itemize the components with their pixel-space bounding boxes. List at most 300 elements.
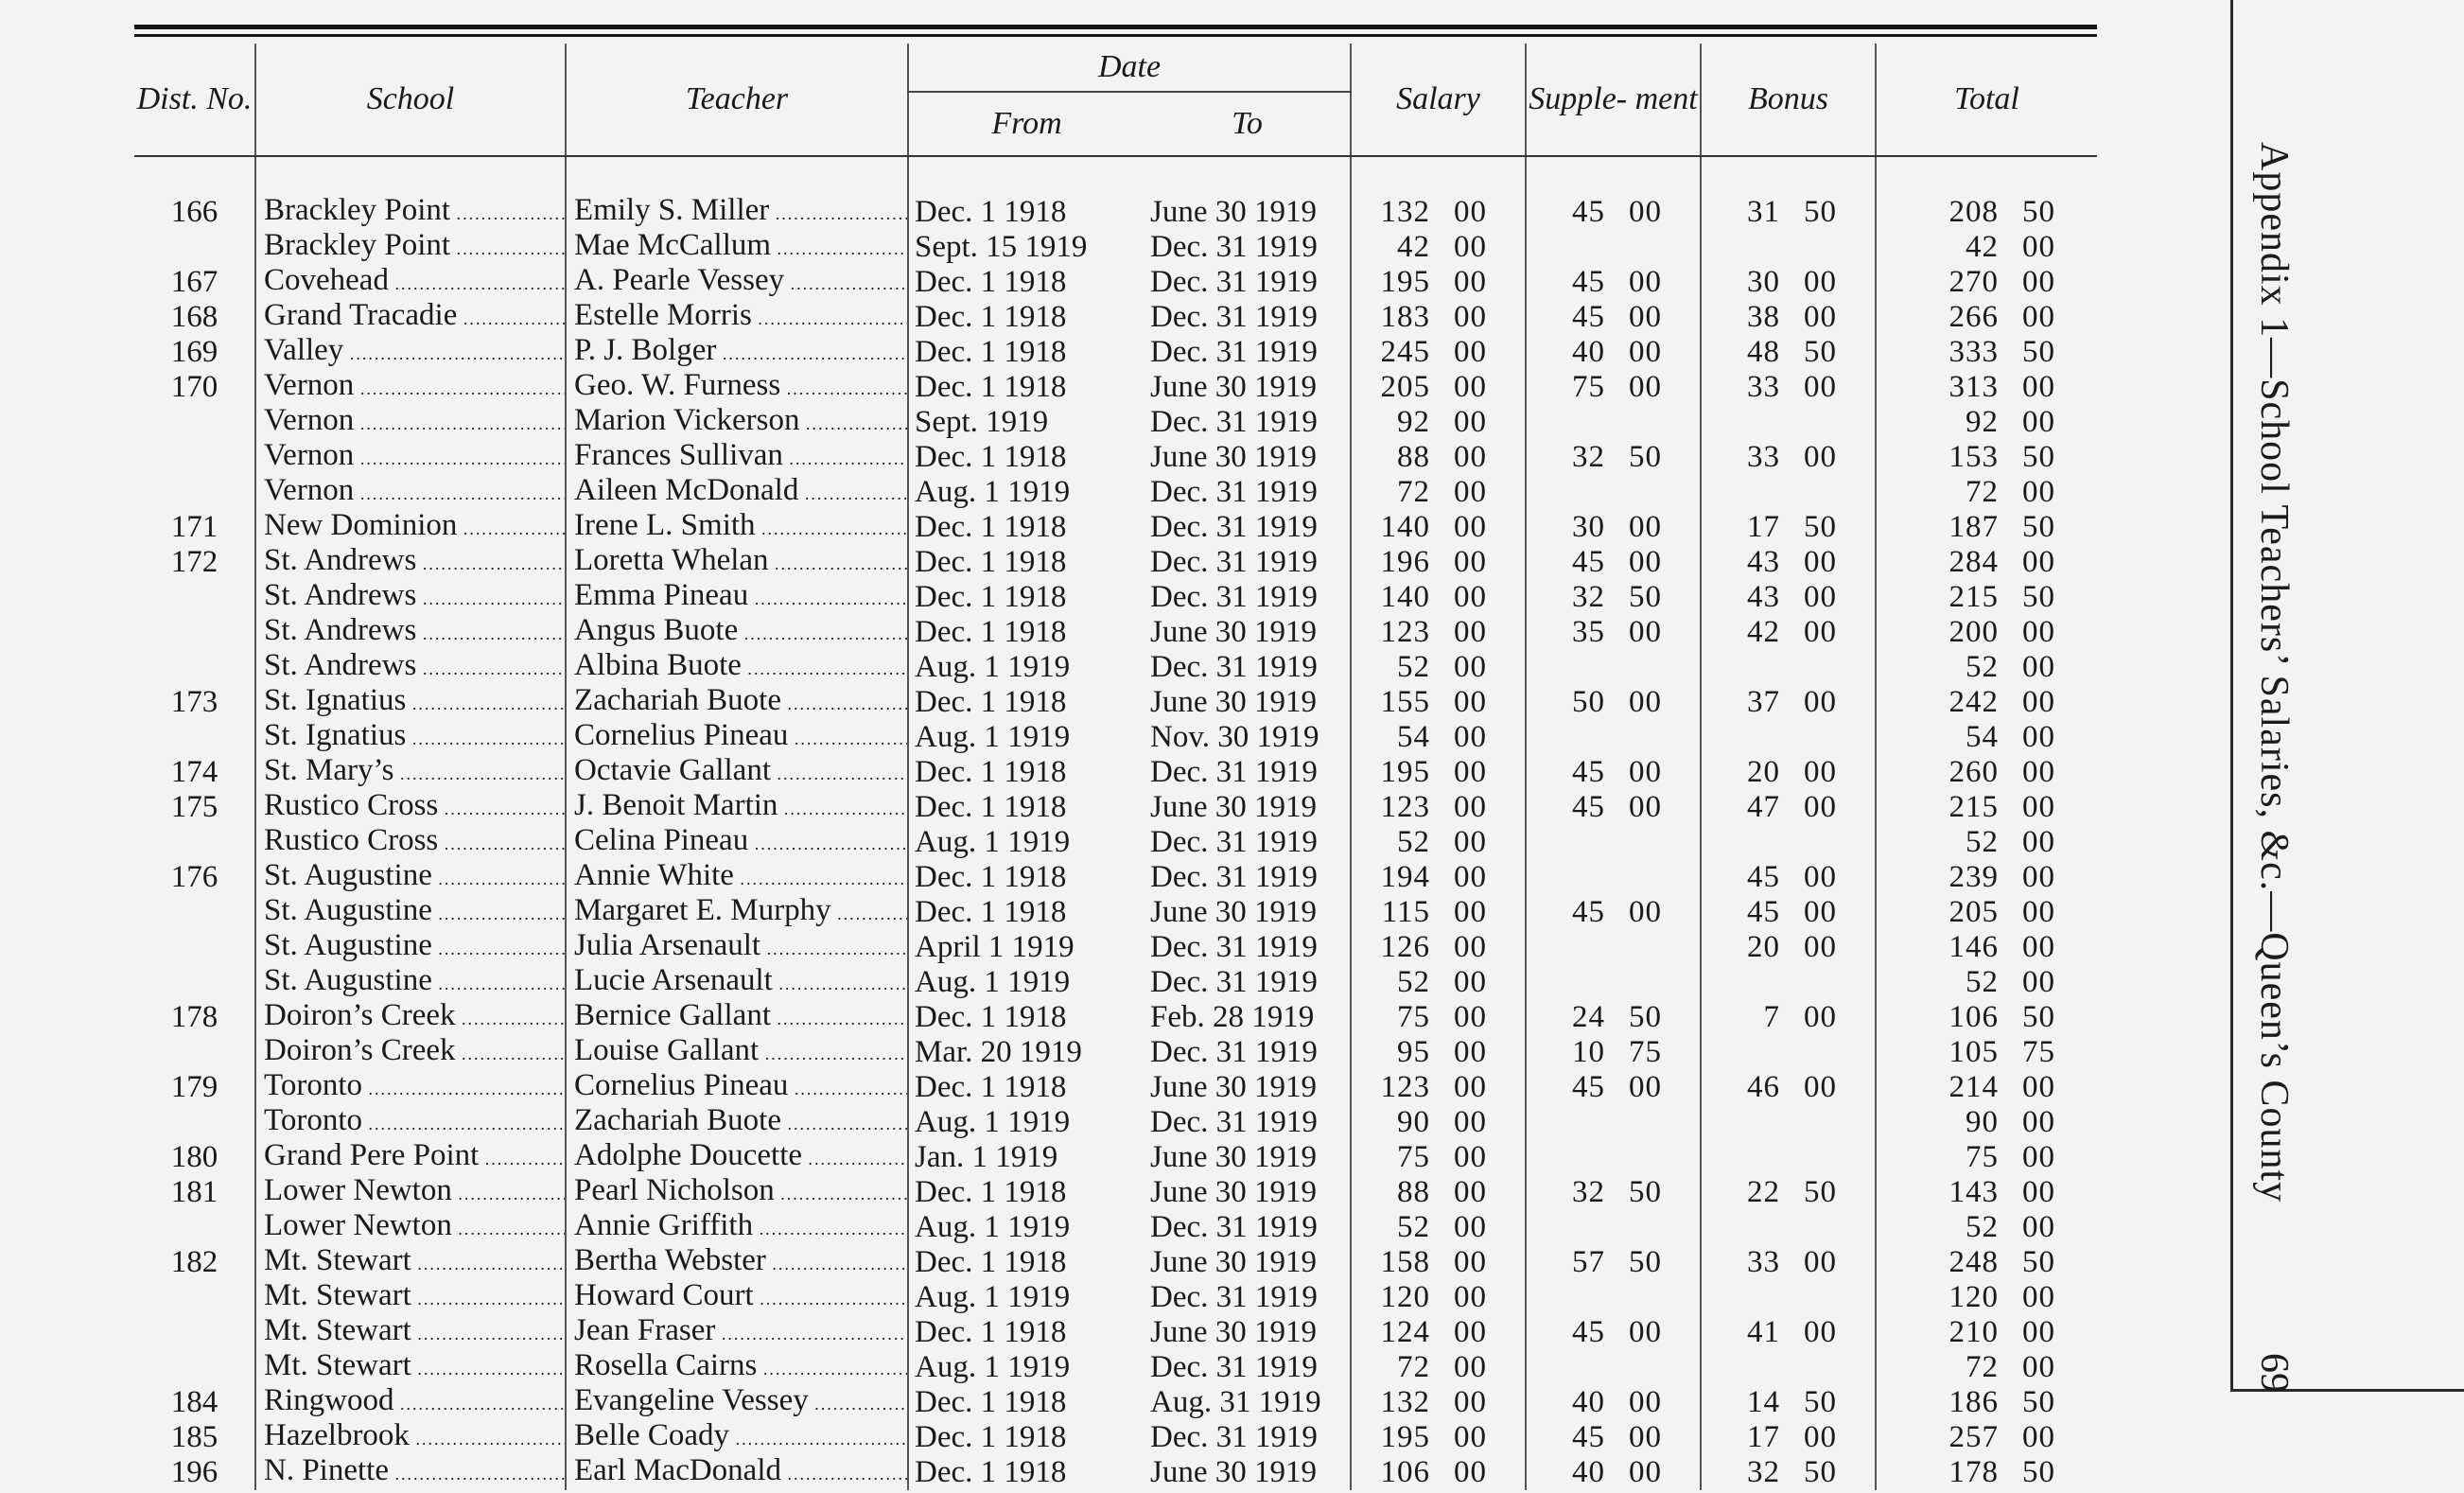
table-row [134,895,2097,930]
table-row [134,1455,2097,1490]
total-cell-cents: 00 [2022,1350,2055,1384]
total-cell-dollars: 75 [1966,1140,1999,1174]
date-from-cell: Dec. 1 1918 [908,580,1145,615]
supplement-cell-cents: 00 [1629,790,1662,824]
date-from-cell: April 1 1919 [908,930,1145,965]
total-cell [1876,860,2097,895]
table-row [134,1420,2097,1455]
total-cell [1876,440,2097,475]
supplement-cell [1526,1455,1701,1490]
table-row [134,615,2097,650]
bonus-cell-dollars: 7 [1763,1000,1780,1034]
salary-cell-dollars: 195 [1380,1420,1430,1454]
total-cell [1876,265,2097,300]
table-row [134,720,2097,755]
top-rule-thin [134,34,2097,37]
bonus-cell [1701,1385,1876,1420]
total-cell [1876,755,2097,790]
teacher-cell [566,580,908,615]
salary-cell-dollars: 92 [1397,405,1430,439]
salary-cell-dollars: 72 [1397,1350,1430,1384]
school-cell-text: St. Andrews ..... [264,650,565,685]
dist-no-cell [134,965,255,1000]
page-number: 69 [2252,1353,2296,1393]
total-cell-cents: 00 [2022,475,2055,509]
bonus-cell-cents: 00 [1804,790,1837,824]
salary-cell-cents: 00 [1454,545,1487,579]
school-cell [255,1455,566,1490]
school-cell-text: Doiron’s Creek ..... [264,1000,565,1035]
school-cell [255,1070,566,1105]
date-to-cell: June 30 1919 [1150,615,1317,649]
table-row [134,1000,2097,1035]
bonus-cell-dollars: 14 [1747,1385,1780,1419]
bonus-cell-cents: 00 [1804,685,1837,719]
date-from-cell: Dec. 1 1918 [908,860,1145,895]
supplement-cell [1526,825,1701,860]
bonus-cell [1701,1455,1876,1490]
teacher-cell [566,1385,908,1420]
bonus-cell-cents: 00 [1804,440,1837,474]
salary-cell [1351,300,1526,335]
header-dist: Dist. No. [134,44,255,156]
dist-no-cell [134,580,255,615]
supplement-cell-dollars: 45 [1572,300,1605,334]
dist-no-cell: 178 [170,1000,218,1034]
bonus-cell-dollars: 37 [1747,685,1780,719]
salary-cell-cents: 00 [1454,580,1487,614]
teacher-cell-text: Octavie Gallant ..... [574,755,907,790]
bonus-cell-cents: 00 [1804,1420,1837,1454]
school-cell-text: Rustico Cross ..... [264,825,565,860]
salary-cell-dollars: 90 [1397,1105,1430,1139]
teacher-cell [566,475,908,510]
salary-cell-dollars: 95 [1397,1035,1430,1069]
supplement-cell-dollars: 32 [1572,580,1605,614]
date-to-cell: June 30 1919 [1150,1140,1317,1174]
header-total: Total [1876,44,2097,156]
dist-no-cell [134,1350,255,1385]
supplement-cell [1526,1385,1701,1420]
supplement-cell-dollars: 75 [1572,370,1605,404]
salary-cell-cents: 00 [1454,265,1487,299]
teacher-cell-text: Adolphe Doucette ..... [574,1140,907,1175]
date-from-cell: Dec. 1 1918 [908,755,1145,790]
salary-cell-dollars: 123 [1380,1070,1430,1104]
school-cell [255,300,566,335]
table-row [134,300,2097,335]
supplement-cell [1526,545,1701,580]
date-from-cell: Aug. 1 1919 [908,965,1145,1000]
date-from-cell: Dec. 1 1918 [908,335,1145,370]
dist-no-cell: 174 [170,755,218,789]
total-cell-cents: 50 [2022,1000,2055,1034]
salary-cell [1351,1175,1526,1210]
table-row [134,230,2097,265]
supplement-cell-dollars: 35 [1572,615,1605,649]
supplement-cell-cents: 50 [1629,1245,1662,1279]
table-row [134,335,2097,370]
salary-cell-cents: 00 [1454,335,1487,369]
dist-no-cell [134,475,255,510]
supplement-cell [1526,1210,1701,1245]
bonus-cell-dollars: 41 [1747,1315,1780,1349]
teacher-cell-text: Pearl Nicholson ..... [574,1175,907,1210]
header-from: From [908,92,1145,156]
bonus-cell [1701,895,1876,930]
salary-cell [1351,335,1526,370]
salary-cell-dollars: 245 [1380,335,1430,369]
date-to-cell: June 30 1919 [1150,195,1317,229]
salary-cell [1351,195,1526,230]
teacher-cell [566,895,908,930]
bonus-cell [1701,720,1876,755]
teacher-cell-text: Howard Court ..... [574,1280,907,1315]
salary-cell [1351,1420,1526,1455]
salary-cell-cents: 00 [1454,475,1487,509]
teacher-cell-text: Julia Arsenault ..... [574,930,907,965]
supplement-cell [1526,300,1701,335]
teacher-cell-text: Estelle Morris ..... [574,300,907,335]
total-cell-cents: 50 [2022,335,2055,369]
school-cell-text: Hazelbrook ..... [264,1420,565,1455]
teacher-cell [566,300,908,335]
date-to-cell: Dec. 31 1919 [1150,230,1318,264]
school-cell-text: Covehead ..... [264,265,565,300]
school-cell [255,930,566,965]
total-cell [1876,1420,2097,1455]
teacher-cell-text: Celina Pineau ..... [574,825,907,860]
date-to-cell: June 30 1919 [1150,370,1317,404]
date-to-cell: June 30 1919 [1150,895,1317,929]
teacher-cell-text: Zachariah Buote ..... [574,1105,907,1140]
teacher-cell-text: Zachariah Buote ..... [574,685,907,720]
school-cell-text: Toronto ..... [264,1105,565,1140]
date-to-cell: Dec. 31 1919 [1150,860,1318,894]
dist-no-cell [134,650,255,685]
salary-cell [1351,685,1526,720]
salary-cell-cents: 00 [1454,1385,1487,1419]
salary-cell [1351,720,1526,755]
salary-cell-dollars: 124 [1380,1315,1430,1349]
dist-no-cell [134,1035,255,1070]
table-row [134,965,2097,1000]
total-cell [1876,720,2097,755]
total-cell [1876,790,2097,825]
salary-cell-cents: 00 [1454,720,1487,754]
salary-cell-cents: 00 [1454,405,1487,439]
total-cell-dollars: 106 [1948,1000,1999,1034]
salary-cell-dollars: 183 [1380,300,1430,334]
total-cell-dollars: 120 [1948,1280,1999,1314]
total-cell-cents: 00 [2022,615,2055,649]
bonus-cell-cents: 00 [1804,615,1837,649]
bonus-cell [1701,1175,1876,1210]
total-cell-dollars: 215 [1948,580,1999,614]
total-cell-cents: 00 [2022,370,2055,404]
salary-cell-cents: 00 [1454,1035,1487,1069]
supplement-cell-cents: 00 [1629,300,1662,334]
supplement-cell-dollars: 50 [1572,685,1605,719]
date-from-cell: Dec. 1 1918 [908,1175,1145,1210]
total-cell [1876,685,2097,720]
supplement-cell-dollars: 45 [1572,895,1605,929]
supplement-cell-cents: 50 [1629,1175,1662,1209]
salary-cell-cents: 00 [1454,615,1487,649]
date-to-cell: Dec. 31 1919 [1150,930,1318,964]
bonus-cell [1701,1420,1876,1455]
teacher-cell [566,1280,908,1315]
table-row [134,1140,2097,1175]
total-cell [1876,230,2097,265]
dist-no-cell: 184 [170,1385,218,1419]
bonus-cell [1701,1035,1876,1070]
total-cell-cents: 00 [2022,720,2055,754]
total-cell-cents: 00 [2022,545,2055,579]
teacher-cell-text: Frances Sullivan ..... [574,440,907,475]
total-cell-dollars: 239 [1948,860,1999,894]
bonus-cell [1701,965,1876,1000]
total-cell-dollars: 214 [1948,1070,1999,1104]
teacher-cell-text: Marion Vickerson ..... [574,405,907,440]
total-cell [1876,1315,2097,1350]
date-to-cell: Dec. 31 1919 [1150,1035,1318,1069]
table-row [134,370,2097,405]
total-cell-dollars: 72 [1966,1350,1999,1384]
dist-no-cell [134,895,255,930]
school-cell [255,860,566,895]
school-cell [255,405,566,440]
salary-cell-dollars: 72 [1397,475,1430,509]
bonus-cell [1701,510,1876,545]
salary-cell-cents: 00 [1454,510,1487,544]
salary-cell-dollars: 52 [1397,1210,1430,1244]
teacher-cell [566,1000,908,1035]
total-cell-cents: 00 [2022,1175,2055,1209]
school-cell [255,965,566,1000]
teacher-cell [566,230,908,265]
date-to-cell: Dec. 31 1919 [1150,405,1318,439]
date-from-cell: Dec. 1 1918 [908,510,1145,545]
bonus-cell-cents: 50 [1804,195,1837,229]
total-cell [1876,370,2097,405]
bonus-cell [1701,300,1876,335]
bonus-cell-cents: 00 [1804,300,1837,334]
salary-cell-dollars: 88 [1397,1175,1430,1209]
school-cell [255,1000,566,1035]
teacher-cell [566,1070,908,1105]
dist-no-cell: 168 [170,300,218,334]
salary-cell-cents: 00 [1454,1105,1487,1139]
total-cell-cents: 00 [2022,965,2055,999]
date-from-cell: Dec. 1 1918 [908,195,1145,230]
teacher-cell [566,860,908,895]
total-cell [1876,1350,2097,1385]
salary-cell [1351,860,1526,895]
date-to-cell: Dec. 31 1919 [1150,650,1318,684]
teacher-cell [566,650,908,685]
date-to-cell: Dec. 31 1919 [1150,1420,1318,1454]
school-cell [255,580,566,615]
supplement-cell [1526,1350,1701,1385]
bonus-cell-dollars: 30 [1747,265,1780,299]
total-cell [1876,1245,2097,1280]
salary-cell-dollars: 54 [1397,720,1430,754]
bonus-cell-dollars: 22 [1747,1175,1780,1209]
header-bonus: Bonus [1701,44,1876,156]
salary-cell-dollars: 195 [1380,755,1430,789]
salary-cell-dollars: 140 [1380,510,1430,544]
salary-cell-dollars: 155 [1380,685,1430,719]
date-to-cell: June 30 1919 [1150,1455,1317,1489]
dist-no-cell [134,405,255,440]
date-to-cell: June 30 1919 [1150,440,1317,474]
total-cell [1876,475,2097,510]
salary-cell [1351,1035,1526,1070]
school-cell [255,1035,566,1070]
supplement-cell-cents: 00 [1629,895,1662,929]
supplement-cell [1526,1140,1701,1175]
supplement-cell-dollars: 45 [1572,195,1605,229]
date-from-cell: Jan. 1 1919 [908,1140,1145,1175]
date-from-cell: Sept. 1919 [908,405,1145,440]
bonus-cell-cents: 00 [1804,580,1837,614]
teacher-cell [566,1420,908,1455]
salary-cell-dollars: 52 [1397,825,1430,859]
supplement-cell-dollars: 32 [1572,1175,1605,1209]
supplement-cell [1526,1315,1701,1350]
total-cell [1876,335,2097,370]
total-cell-cents: 00 [2022,895,2055,929]
supplement-cell-dollars: 45 [1572,1420,1605,1454]
table-row [134,1350,2097,1385]
supplement-cell-dollars: 40 [1572,335,1605,369]
supplement-cell-cents: 00 [1629,195,1662,229]
bonus-cell [1701,1350,1876,1385]
school-cell-text: St. Andrews ..... [264,615,565,650]
bonus-cell-cents: 50 [1804,1175,1837,1209]
teacher-cell-text: Earl MacDonald ..... [574,1455,907,1490]
school-cell-text: Grand Pere Point ..... [264,1140,565,1175]
salary-cell-cents: 00 [1454,1000,1487,1034]
school-cell-text: St. Ignatius ..... [264,720,565,755]
bonus-cell-cents: 50 [1804,510,1837,544]
salary-cell-dollars: 75 [1397,1000,1430,1034]
bonus-cell-dollars: 17 [1747,1420,1780,1454]
bonus-cell-dollars: 31 [1747,195,1780,229]
date-from-cell: Dec. 1 1918 [908,1070,1145,1105]
bonus-cell [1701,545,1876,580]
date-from-cell: Dec. 1 1918 [908,1315,1145,1350]
total-cell-dollars: 257 [1948,1420,1999,1454]
total-cell-dollars: 54 [1966,720,1999,754]
total-cell-dollars: 270 [1948,265,1999,299]
salary-cell [1351,650,1526,685]
bonus-cell-cents: 00 [1804,545,1837,579]
salary-cell-dollars: 194 [1380,860,1430,894]
salary-cell-dollars: 88 [1397,440,1430,474]
bonus-cell-dollars: 48 [1747,335,1780,369]
dist-no-cell: 171 [170,510,218,544]
salary-cell [1351,265,1526,300]
dist-no-cell: 170 [170,370,218,404]
supplement-cell [1526,370,1701,405]
table-row [134,1035,2097,1070]
supplement-cell-cents: 00 [1629,1455,1662,1489]
date-from-cell: Dec. 1 1918 [908,300,1145,335]
bonus-cell [1701,1140,1876,1175]
salary-cell-cents: 00 [1454,1455,1487,1489]
teacher-cell [566,195,908,230]
school-cell [255,475,566,510]
bonus-cell [1701,650,1876,685]
date-from-cell: Dec. 1 1918 [908,895,1145,930]
total-cell [1876,545,2097,580]
dist-no-cell: 172 [170,545,218,579]
salary-cell [1351,370,1526,405]
teacher-cell-text: Cornelius Pineau ..... [574,1070,907,1105]
date-to-cell: Dec. 31 1919 [1150,755,1318,789]
supplement-cell-cents: 00 [1629,1070,1662,1104]
total-cell-cents: 50 [2022,1245,2055,1279]
page-margin-rule [2230,0,2233,1391]
total-cell [1876,580,2097,615]
bonus-cell-dollars: 33 [1747,440,1780,474]
salary-cell-dollars: 196 [1380,545,1430,579]
total-cell-dollars: 52 [1966,1210,1999,1244]
total-cell-cents: 00 [2022,265,2055,299]
bonus-cell [1701,825,1876,860]
supplement-cell [1526,685,1701,720]
total-cell [1876,650,2097,685]
dist-no-cell: 166 [170,195,218,229]
salary-cell-dollars: 126 [1380,930,1430,964]
salaries-table [134,44,2097,1490]
school-cell-text: St. Augustine ..... [264,965,565,1000]
total-cell-dollars: 200 [1948,615,1999,649]
total-cell [1876,195,2097,230]
bonus-cell [1701,195,1876,230]
teacher-cell-text: Bernice Gallant ..... [574,1000,907,1035]
salary-cell [1351,1105,1526,1140]
bonus-cell-dollars: 20 [1747,755,1780,789]
date-from-cell: Dec. 1 1918 [908,685,1145,720]
salary-cell-dollars: 42 [1397,230,1430,264]
table-row [134,860,2097,895]
supplement-cell-cents: 50 [1629,1000,1662,1034]
salary-cell [1351,1350,1526,1385]
teacher-cell-text: Emily S. Miller ..... [574,195,907,230]
total-cell [1876,1455,2097,1490]
teacher-cell [566,335,908,370]
dist-no-cell: 179 [170,1070,218,1104]
bonus-cell [1701,1000,1876,1035]
teacher-cell-text: Evangeline Vessey ..... [574,1385,907,1420]
salary-cell-cents: 00 [1454,1070,1487,1104]
salary-cell-cents: 00 [1454,1315,1487,1349]
date-to-cell: Aug. 31 1919 [1150,1385,1321,1419]
table-row [134,1385,2097,1420]
school-cell [255,615,566,650]
supplement-cell-cents: 00 [1629,1315,1662,1349]
total-cell [1876,1175,2097,1210]
table-row [134,685,2097,720]
total-cell [1876,895,2097,930]
total-cell [1876,1035,2097,1070]
supplement-cell-dollars: 24 [1572,1000,1605,1034]
table-row [134,790,2097,825]
supplement-cell-cents: 00 [1629,370,1662,404]
